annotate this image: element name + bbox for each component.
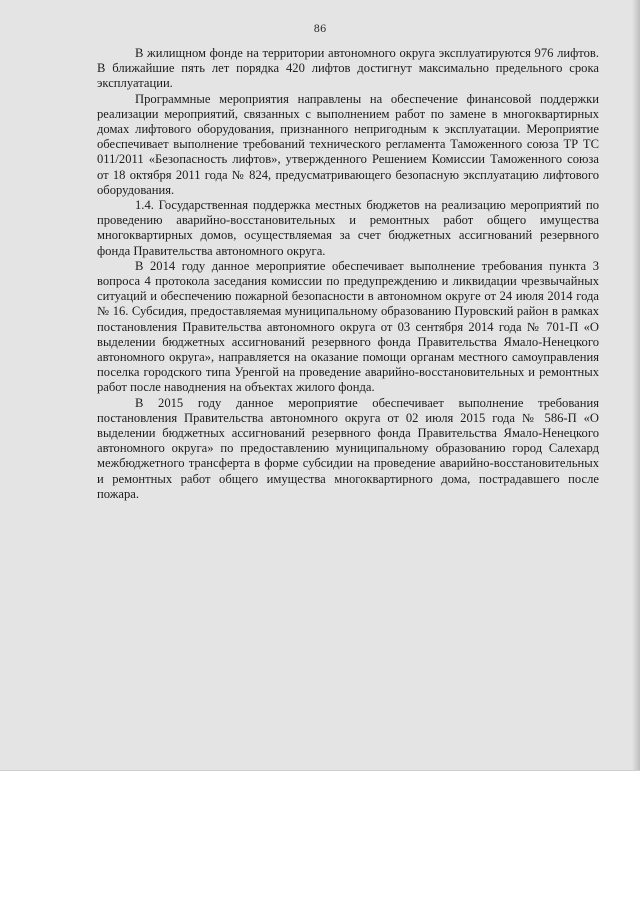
paragraph-elevators-count: В жилищном фонде на территории автономного округа эксплуатируются 976 лифтов. В ближайшие пять лет порядка 420 лифтов достигнут максимально предельного срока эксплуатации. (97, 46, 599, 91)
paragraph-section-1-4: 1.4. Государственная поддержка местных бюджетов на реализацию мероприятий по проведению аварийно-восстановительных и ремонтных работ общего имущества многоквартирных домов, осуществляемая за счет бюджетных ассигнований резервного фонда Правительства автономного округа. (97, 198, 599, 258)
scan-edge-shadow (632, 0, 640, 770)
document-body (97, 46, 599, 502)
paragraph-2014: В 2014 году данное мероприятие обеспечивает выполнение требования пункта 3 вопроса 4 протокола заседания комиссии по предупреждению и ликвидации чрезвычайных ситуаций и обеспечению пожарной безопасности в автономном округе от 24 июля 2014 года № 16. Субсидия, предоставляемая муниципальному образованию Пуровский район в рамках постановления Правительства автономного округа от 03 сентября 2014 года № 701-П «О выделении бюджетных ассигнований резервного фонда Правительства Ямало-Ненецкого автономного округа», направляется на оказание помощи органам местного самоуправления поселка городского типа Уренгой на проведение аварийно-восстановительных и ремонтных работ после наводнения на объектах жилого фонда. (97, 258, 599, 395)
paragraph-program-measures: Программные мероприятия направлены на обеспечение финансовой поддержки реализации мероприятий, связанных с выполнением работ по замене в многоквартирных домах лифтового оборудования, признанного непригодным к эксплуатации. Мероприятие обеспечивает выполнение требований технического регламента Таможенного союза ТР ТС 011/2011 «Безопасность лифтов», утвержденного Решением Комиссии Таможенного союза от 18 октября 2011 года № 824, предусматривающего безопасную эксплуатацию лифтового оборудования. (97, 91, 599, 197)
paragraph-2015: В 2015 году данное мероприятие обеспечивает выполнение требования постановления Правительства автономного округа от 02 июля 2015 года № 586-П «О выделении бюджетных ассигнований резервного фонда Правительства Ямало-Ненецкого автономного округа» по предоставлению муниципальному образованию город Салехард межбюджетного трансферта в форме субсидии на проведение аварийно-восстановительных и ремонтных работ общего имущества многоквартирного дома, пострадавшего после пожара. (97, 395, 599, 501)
page-number: 86 (313, 24, 327, 35)
